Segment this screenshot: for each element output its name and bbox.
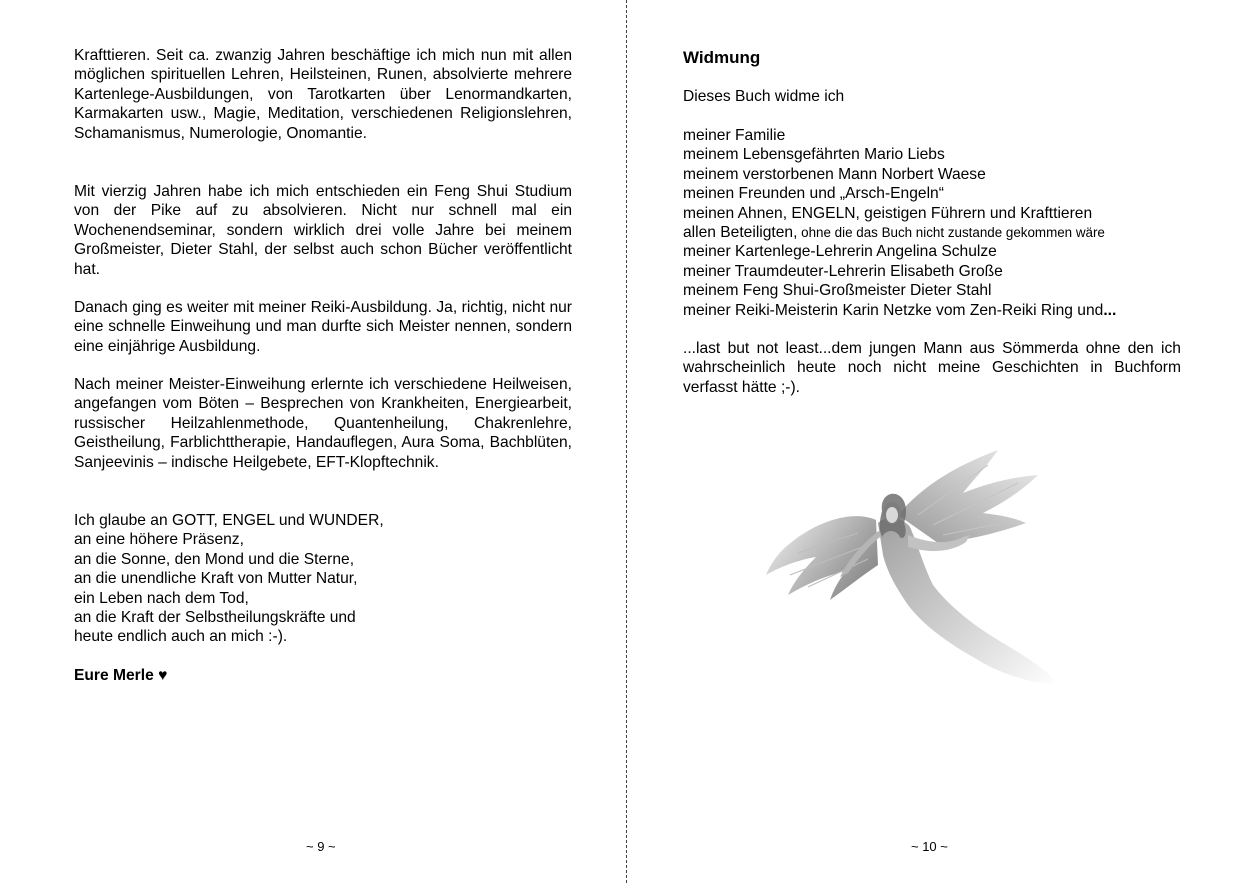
dedication-line: meinem Lebensgefährten Mario Liebs <box>683 146 945 164</box>
dedication-line: meiner Kartenlege-Lehrerin Angelina Schulze <box>683 243 997 261</box>
poem-line: an die Kraft der Selbstheilungskräfte und <box>74 609 356 627</box>
page-divider <box>626 0 627 883</box>
poem-line: heute endlich auch an mich :-). <box>74 628 288 646</box>
dedication-ellipsis: ... <box>1103 301 1117 319</box>
dedication-small-text: ohne die das Buch nicht zustande gekommen wäre <box>797 225 1105 241</box>
dedication-line: meinen Ahnen, ENGELN, geistigen Führern und Krafttieren <box>683 204 1093 222</box>
poem-line: ein Leben nach dem Tod, <box>74 589 249 607</box>
dedication-text: allen Beteiligten, <box>683 224 798 242</box>
dedication-line: meiner Familie <box>683 127 786 144</box>
dedication-line: meiner Traumdeuter-Lehrerin Elisabeth Große <box>683 262 1003 280</box>
dedication-line <box>683 301 1181 320</box>
left-page <box>74 0 572 883</box>
angel-illustration <box>758 425 1088 705</box>
paragraph-1: Krafttieren. Seit ca. zwanzig Jahren beschäftige ich mich nun mit allen möglichen spirituellen Lehren, Heilsteinen, Runen, absolvierte mehrere Kartenlege-Ausbildungen, von Tarotkarten über Lenormandkarten, Karmakarten usw., Magie, Meditation, verschiedenen Religionslehren, Schamanismus, Numerologie, Onomantie. <box>74 47 572 142</box>
poem-line: an eine höhere Präsenz, <box>74 531 244 549</box>
signature: Eure Merle ♥ <box>74 667 168 684</box>
dedication-line <box>683 223 1181 242</box>
dedication-line: meinem Feng Shui-Großmeister Dieter Stahl <box>683 282 992 300</box>
poem <box>74 511 572 647</box>
right-page <box>683 0 1181 883</box>
dedication-text: meiner Reiki-Meisterin Karin Netzke vom Zen-Reiki Ring und <box>683 301 1104 319</box>
paragraph-2: Mit vierzig Jahren habe ich mich entschieden ein Feng Shui Studium von der Pike auf zu absolvieren. Nicht nur schnell mal ein Wochenendseminar, sondern wirklich drei volle Jahre bei meinem Großmeister, Dieter Stahl, der selbst auch schon Bücher veröffentlicht hat. <box>74 183 572 278</box>
dedication-line: meinen Freunden und „Arsch-Engeln“ <box>683 185 944 203</box>
paragraph-3: Danach ging es weiter mit meiner Reiki-Ausbildung. Ja, richtig, nicht nur eine schnelle Einweihung und man durfte sich Meister nennen, sondern eine einjährige Ausbildung. <box>74 299 572 355</box>
page-number-right: ~ 10 ~ <box>911 839 948 854</box>
dedication-line: meinem verstorbenen Mann Norbert Waese <box>683 165 986 183</box>
paragraph-4: Nach meiner Meister-Einweihung erlernte ich verschiedene Heilweisen, angefangen vom Böten – Besprechen von Krankheiten, Energiearbeit, russischer Heilzahlenmethode, Quantenheilung, Chakrenlehre, Geistheilung, Farblichttherapie, Handauflegen, Aura Soma, Bachblüten, Sanjeevinis – indische Heilgebete, EFT-Klopftechnik. <box>74 376 572 471</box>
page-number-left: ~ 9 ~ <box>306 839 336 854</box>
dedication-list <box>683 126 1181 320</box>
dedication-intro: Dieses Buch widme ich <box>683 88 845 105</box>
poem-line: an die Sonne, den Mond und die Sterne, <box>74 550 355 568</box>
page-title: Widmung <box>683 48 761 67</box>
poem-line: an die unendliche Kraft von Mutter Natur, <box>74 570 358 588</box>
poem-line: Ich glaube an GOTT, ENGEL und WUNDER, <box>74 512 384 529</box>
closing-paragraph: ...last but not least...dem jungen Mann aus Sömmerda ohne den ich wahrscheinlich heute noch nicht meine Geschichten in Buchform verfasst hätte ;-). <box>683 340 1181 396</box>
